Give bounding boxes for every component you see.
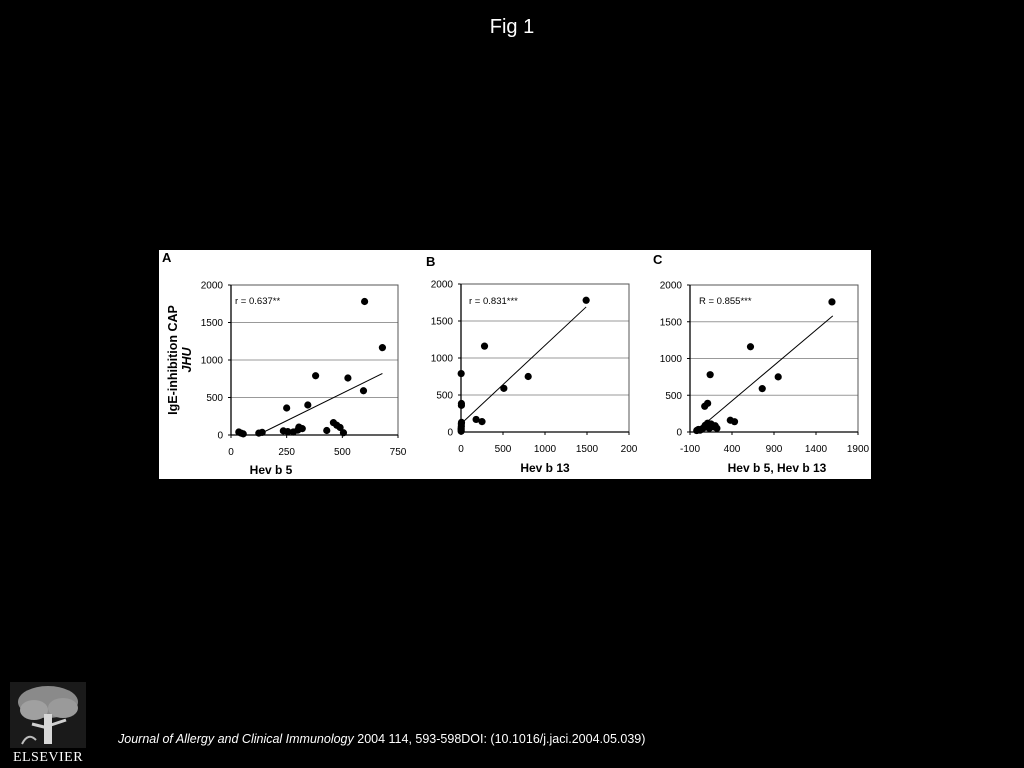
y-tick-label: 2000 [430, 279, 453, 291]
y-tick-label: 1500 [659, 317, 682, 329]
x-tick-label: 1000 [533, 444, 557, 455]
citation [118, 732, 645, 746]
slide-title: Fig 1 [489, 16, 535, 38]
data-point [340, 429, 347, 436]
data-point [747, 343, 754, 350]
data-point [458, 400, 465, 407]
y-tick-label: 1500 [430, 316, 453, 328]
data-point [525, 373, 532, 380]
chart-panel-a [162, 250, 407, 477]
regression-line [258, 374, 383, 436]
y-tick-label: 500 [665, 390, 682, 402]
chart-panel-c [653, 252, 870, 475]
y-axis-label: IgE-inhibition CAP [166, 305, 180, 415]
y-tick-label: 0 [217, 430, 223, 442]
data-point [323, 427, 330, 434]
x-tick-label: 500 [494, 444, 512, 455]
x-tick-label: 250 [278, 447, 296, 458]
panel-label: A [162, 250, 172, 265]
panel-label: B [426, 254, 436, 269]
x-tick-label: 750 [389, 447, 407, 458]
y-tick-label: 1000 [659, 354, 682, 365]
data-point [759, 385, 766, 392]
x-axis-label: Hev b 5, Hev b 13 [727, 461, 827, 475]
data-point [458, 370, 465, 377]
data-point [500, 385, 507, 392]
data-point [304, 401, 311, 408]
data-point [379, 344, 386, 351]
correlation-annotation: r = 0.637** [235, 296, 281, 307]
x-tick-label: 900 [765, 444, 783, 455]
data-point [344, 374, 351, 381]
data-point [360, 387, 367, 394]
y-axis-label-units: JHU [180, 347, 194, 373]
x-tick-label: 1900 [846, 444, 870, 455]
y-tick-label: 500 [206, 393, 223, 404]
data-point [704, 400, 711, 407]
panel-label: C [653, 252, 663, 267]
data-point [731, 418, 738, 425]
y-tick-label: 2000 [659, 280, 682, 292]
data-point [283, 404, 290, 411]
data-point [240, 430, 247, 437]
x-tick-label: 400 [723, 444, 741, 455]
citation-journal: Journal of Allergy and Clinical Immunology [118, 732, 354, 746]
citation-details: 2004 114, 593-598DOI: (10.1016/j.jaci.2004.05.039) [353, 732, 646, 746]
data-point [583, 297, 590, 304]
scatter-figure [159, 250, 871, 479]
data-point [481, 343, 488, 350]
data-point [458, 419, 465, 426]
x-tick-label: 0 [228, 447, 234, 458]
figure-panel [159, 250, 871, 479]
data-point [299, 425, 306, 432]
x-tick-label: 500 [333, 447, 351, 458]
y-tick-label: 2000 [200, 280, 223, 292]
data-point [259, 429, 266, 436]
regression-line [695, 316, 833, 432]
data-point [707, 371, 714, 378]
y-tick-label: 1500 [200, 318, 223, 329]
x-axis-label: Hev b 13 [520, 461, 570, 475]
x-tick-label: 0 [458, 444, 464, 455]
chart-panel-b [426, 254, 638, 475]
y-tick-label: 0 [447, 427, 453, 439]
x-tick-label: -100 [679, 444, 701, 455]
data-point [478, 418, 485, 425]
x-tick-label: 1400 [804, 444, 828, 455]
y-tick-label: 500 [436, 390, 453, 402]
y-tick-label: 1000 [200, 355, 223, 367]
data-point [361, 298, 368, 305]
correlation-annotation: r = 0.831*** [469, 296, 518, 307]
data-point [312, 372, 319, 379]
data-point [713, 425, 720, 432]
data-point [775, 373, 782, 380]
x-tick-label: 200 [620, 444, 638, 455]
x-axis-label: Hev b 5 [249, 463, 293, 477]
regression-line [461, 307, 586, 424]
correlation-annotation: R = 0.855*** [699, 296, 752, 307]
publisher-name: ELSEVIER [12, 750, 84, 765]
y-tick-label: 0 [676, 427, 682, 439]
y-tick-label: 1000 [430, 353, 453, 365]
x-tick-label: 1500 [575, 444, 599, 455]
data-point [828, 298, 835, 305]
